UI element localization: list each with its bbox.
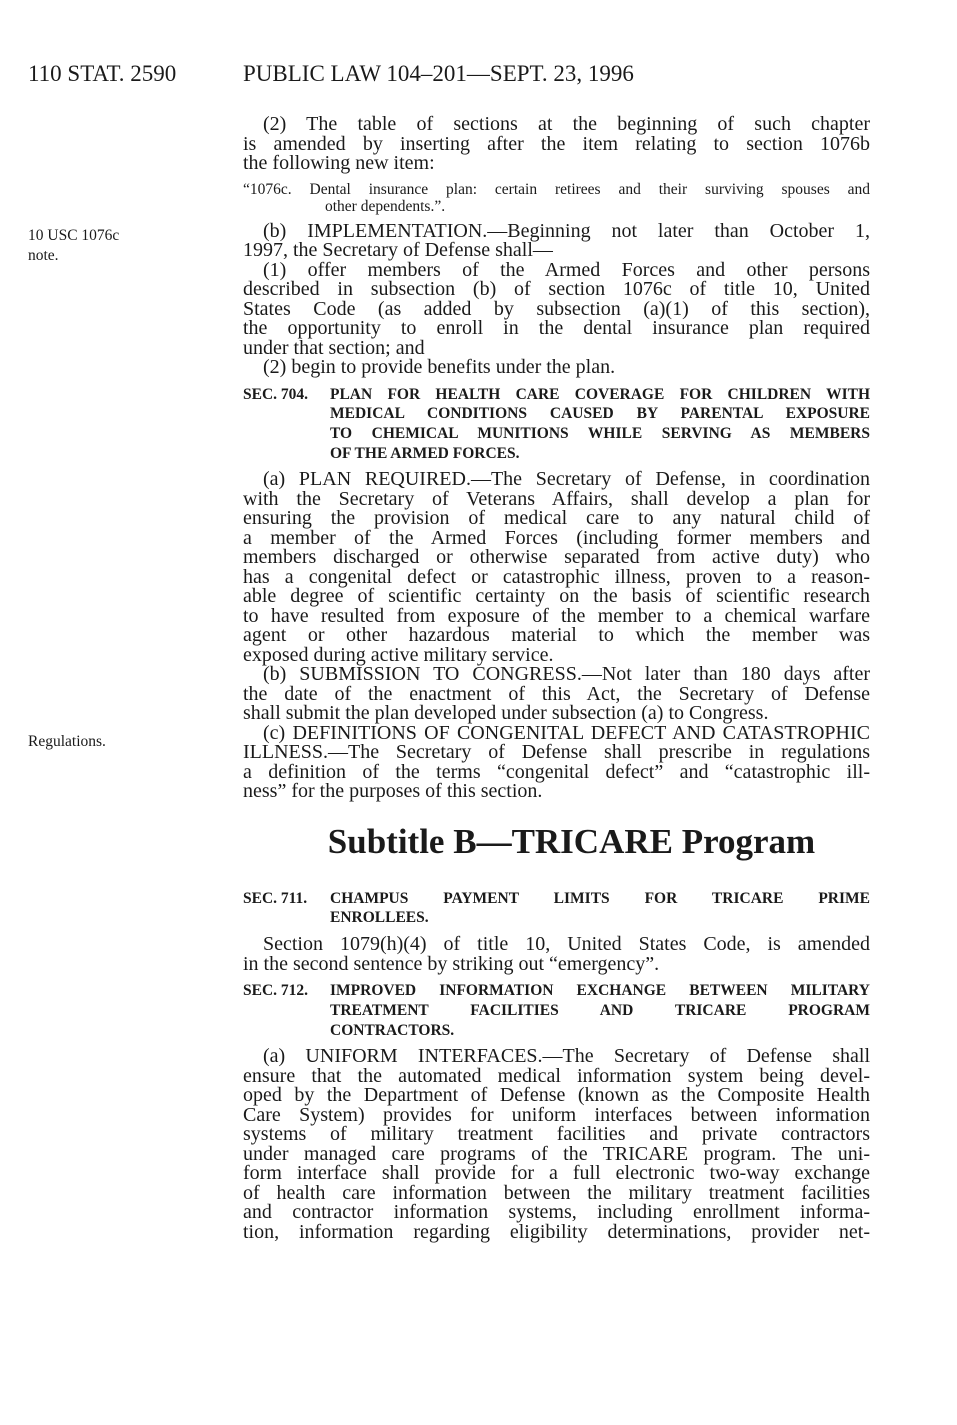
text-line: (b) IMPLEMENTATION.—Beginning not later than October 1, bbox=[263, 219, 870, 242]
text-line: “1076c. Dental insurance plan: certain retirees and their surviving spouses and bbox=[243, 180, 870, 198]
section-title-line: ENROLLEES. bbox=[330, 909, 429, 927]
text-line: (a) UNIFORM INTERFACES.—The Secretary of Defense shall bbox=[263, 1045, 870, 1068]
spacer bbox=[243, 974, 870, 981]
text-line: ILLNESS.—The Secretary of Defense shall prescribe in regulations bbox=[243, 741, 870, 764]
text-line: of health care information between the military treatment facilities bbox=[243, 1181, 870, 1204]
section-title-line: OF THE ARMED FORCES. bbox=[330, 444, 520, 462]
paragraph bbox=[243, 115, 870, 174]
section-title-line: MEDICAL CONDITIONS CAUSED BY PARENTAL EXPOSURE bbox=[330, 405, 870, 423]
section-heading bbox=[243, 889, 870, 928]
section-number: SEC. 704. bbox=[243, 385, 309, 403]
margin-note-line: 10 USC 1076c bbox=[28, 227, 120, 244]
paragraph bbox=[243, 358, 870, 378]
text-line: members discharged or otherwise separated from active duty) who bbox=[243, 546, 870, 569]
text-line: Section 1079(h)(4) of title 10, United States Code, is amended bbox=[263, 933, 870, 956]
paragraph bbox=[243, 665, 870, 724]
text-line: tion, information regarding eligibility determinations, provider net- bbox=[243, 1220, 870, 1243]
text-line: the date of the enactment of this Act, the Secretary of Defense bbox=[243, 682, 870, 705]
text-line: and contractor information systems, including enrollment informa- bbox=[243, 1201, 870, 1224]
section-title-line: CONTRACTORS. bbox=[330, 1021, 455, 1039]
text-line: (1) offer members of the Armed Forces and other persons bbox=[263, 258, 870, 281]
margin-note-usc bbox=[28, 226, 119, 265]
section-title-line: IMPROVED INFORMATION EXCHANGE BETWEEN MILITARY bbox=[330, 982, 870, 1000]
paragraph bbox=[243, 258, 870, 359]
text-line: (c) DEFINITIONS OF CONGENITAL DEFECT AND CATASTROPHIC bbox=[263, 721, 870, 744]
text-line: to have resulted from exposure of the member to a chemical warfare bbox=[243, 604, 870, 627]
text-line: under managed care programs of the TRICARE program. The uni- bbox=[243, 1142, 870, 1165]
text-line: a member of the Armed Forces (including former members and bbox=[243, 526, 870, 549]
text-line: (b) SUBMISSION TO CONGRESS.—Not later than 180 days after bbox=[263, 663, 870, 686]
text-line: in the second sentence by striking out “emergency”. bbox=[243, 952, 660, 975]
text-line: Care System) provides for uniform interfaces between information bbox=[243, 1103, 870, 1126]
paragraph bbox=[243, 219, 870, 261]
text-line: ensuring the provision of medical care to any natural child of bbox=[243, 507, 870, 530]
text-line: form interface shall provide for a full electronic two-way exchange bbox=[243, 1162, 870, 1185]
text-line: (a) PLAN REQUIRED.—The Secretary of Defense, in coordination bbox=[263, 468, 870, 491]
paragraph bbox=[243, 721, 870, 803]
text-line: ness” for the purposes of this section. bbox=[243, 780, 543, 803]
text-line: with the Secretary of Veterans Affairs, shall develop a plan for bbox=[243, 487, 870, 510]
section-number: SEC. 711. bbox=[243, 889, 308, 907]
text-line: a definition of the terms “congenital defect” and “catastrophic ill- bbox=[243, 760, 870, 783]
section-number: SEC. 712. bbox=[243, 982, 309, 1000]
text-line: systems of military treatment facilities and private contractors bbox=[243, 1123, 870, 1146]
margin-note-line: note. bbox=[28, 246, 59, 264]
table-of-sections-item bbox=[243, 181, 870, 215]
text-line: agent or other hazardous material to which the member was bbox=[243, 624, 870, 647]
main-text-column bbox=[243, 115, 870, 1242]
section-title-line: CHAMPUS PAYMENT LIMITS FOR TRICARE PRIME bbox=[330, 889, 870, 907]
text-line: other dependents.”. bbox=[325, 197, 446, 215]
text-line: oped by the Department of Defense (known as the Composite Health bbox=[243, 1084, 870, 1107]
text-line: exposed during active military service. bbox=[243, 643, 554, 666]
section-heading bbox=[243, 385, 870, 464]
section-title-line: TREATMENT FACILITIES AND TRICARE PROGRAM bbox=[330, 1001, 870, 1019]
margin-note-regulations: Regulations. bbox=[28, 733, 106, 750]
statute-page-number: 110 STAT. 2590 bbox=[28, 61, 177, 86]
text-line: has a congenital defect or catastrophic illness, proven to a reason- bbox=[243, 565, 870, 588]
section-title-line: TO CHEMICAL MUNITIONS WHILE SERVING AS MEMBERS bbox=[330, 424, 870, 442]
section-heading bbox=[243, 981, 870, 1040]
text-line: under that section; and bbox=[243, 336, 425, 359]
spacer bbox=[243, 378, 870, 385]
subtitle-heading: Subtitle B—TRICARE Program bbox=[327, 821, 816, 861]
text-line: is amended by inserting after the item relating to section 1076b bbox=[243, 132, 870, 155]
text-line: shall submit the plan developed under subsection (a) to Congress. bbox=[243, 702, 769, 725]
text-line: (2) begin to provide benefits under the plan. bbox=[263, 356, 616, 378]
paragraph bbox=[243, 935, 870, 974]
text-line: (2) The table of sections at the beginning of such chapter bbox=[263, 113, 870, 135]
text-line: described in subsection (b) of section 1076c of title 10, United bbox=[243, 278, 870, 300]
text-line: 1997, the Secretary of Defense shall— bbox=[243, 239, 553, 261]
text-line: the opportunity to enroll in the dental insurance plan required bbox=[243, 317, 870, 339]
paragraph bbox=[243, 1047, 870, 1242]
text-line: States Code (as added by subsection (a)(1) of this section), bbox=[243, 297, 870, 320]
section-title-line: PLAN FOR HEALTH CARE COVERAGE FOR CHILDREN WITH bbox=[330, 385, 870, 403]
paragraph bbox=[243, 470, 870, 665]
spacer bbox=[243, 174, 870, 181]
text-line: able degree of scientific certainty on the basis of scientific research bbox=[243, 585, 870, 608]
text-line: ensure that the automated medical information system being devel- bbox=[243, 1064, 870, 1087]
running-header: PUBLIC LAW 104–201—SEPT. 23, 1996 bbox=[243, 61, 634, 86]
text-line: the following new item: bbox=[243, 152, 435, 174]
